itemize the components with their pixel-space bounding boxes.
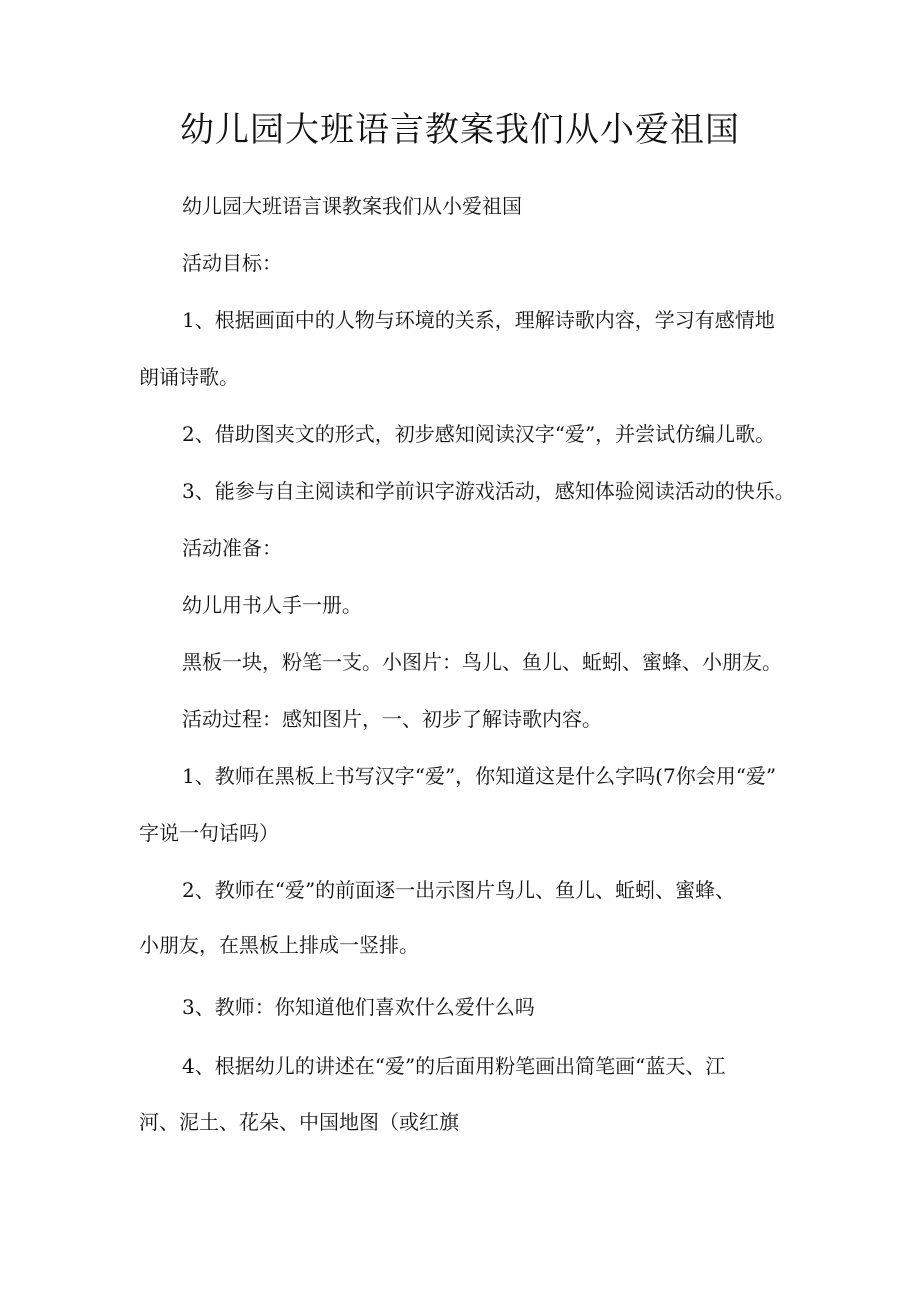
paragraph-line: 小朋友，在黑板上排成一竖排。 <box>139 933 419 957</box>
paragraph-line: 2、借助图夹文的形式，初步感知阅读汉字“爱”，并尝试仿编儿歌。 <box>182 422 776 446</box>
paragraph-line: 3、教师：你知道他们喜欢什么爱什么吗 <box>182 995 535 1019</box>
paragraph-line: 3、能参与自主阅读和学前识字游戏活动，感知体验阅读活动的快乐。 <box>182 479 795 503</box>
paragraph-line: 朗诵诗歌。 <box>139 365 239 389</box>
paragraph-line: 字说一句话吗） <box>139 821 279 845</box>
paragraph-line: 幼儿用书人手一册。 <box>182 593 362 617</box>
paragraph-line: 河、泥土、花朵、中国地图（或红旗 <box>139 1110 459 1134</box>
paragraph-line: 黑板一块，粉笔一支。小图片：鸟儿、鱼儿、蚯蚓、蜜蜂、小朋友。 <box>182 650 782 674</box>
paragraph-line: 1、根据画面中的人物与环境的关系，理解诗歌内容，学习有感情地 <box>182 308 775 332</box>
paragraph-line: 活动过程：感知图片，一、初步了解诗歌内容。 <box>182 707 602 731</box>
document-title: 幼儿园大班语言教案我们从小爱祖国 <box>180 110 740 150</box>
paragraph-line: 幼儿园大班语言课教案我们从小爱祖国 <box>182 194 522 218</box>
paragraph-line: 1、教师在黑板上书写汉字“爱”，你知道这是什么字吗(7你会用“爱” <box>182 764 777 788</box>
paragraph-line: 4、根据幼儿的讲述在“爱”的后面用粉笔画出简笔画“蓝天、江 <box>182 1054 726 1078</box>
paragraph-line: 活动目标： <box>182 251 282 275</box>
paragraph-line: 活动准备： <box>182 536 282 560</box>
paragraph-line: 2、教师在“爱”的前面逐一出示图片鸟儿、鱼儿、蚯蚓、蜜蜂、 <box>182 878 736 902</box>
